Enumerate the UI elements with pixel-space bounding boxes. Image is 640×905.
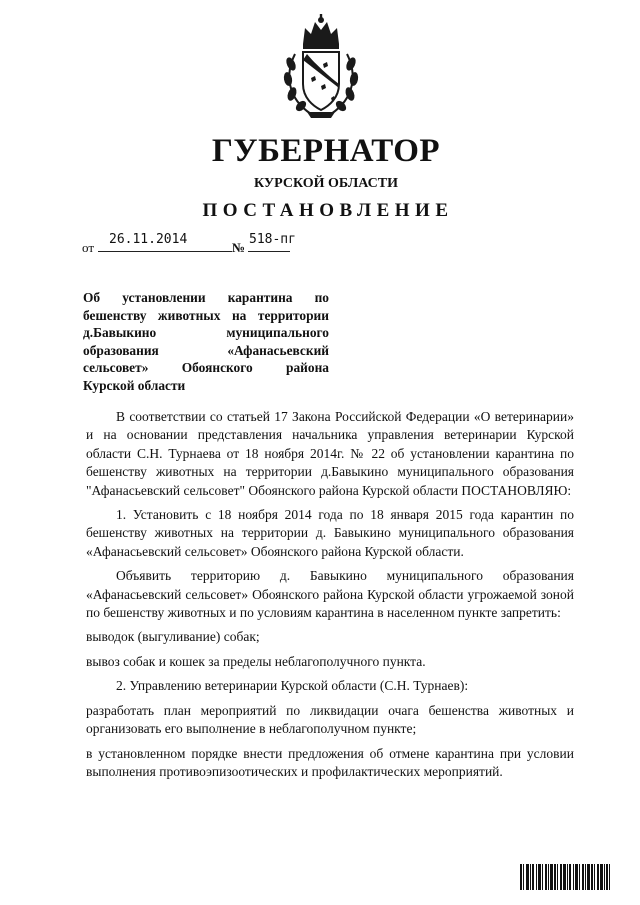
number-prefix: №: [232, 240, 246, 255]
item-1b-paragraph: Объявить территорию д. Бавыкино муниципального образования «Афанасьевский сельсовет» Обоянского района Курской области угрожаемой зоной по бешенству животных и по условиям карантина в населенном пункте запретить:: [86, 568, 574, 621]
item-2b-paragraph: в установленном порядке внести предложения об отмене карантина при условии выполнения противоэпизоотических и профилактических мероприятий.: [86, 745, 574, 779]
date-underline: [98, 251, 232, 252]
barcode-icon: [519, 863, 611, 891]
document-subject: [83, 289, 329, 395]
document-date: 26.11.2014: [109, 232, 188, 247]
document-number: 518-пг: [249, 232, 296, 247]
ban-item-1: выводок (выгуливание) собак;: [86, 629, 260, 645]
document-type-title: ПОСТАНОВЛЕНИЕ: [202, 200, 454, 221]
ban-item-2: вывоз собак и кошек за пределы неблагополучного пункта.: [86, 653, 426, 669]
item-1-paragraph: 1. Установить с 18 ноября 2014 года по 18 января 2015 года карантин по бешенству животных на территории д. Бавыкино муниципального образования «Афанасьевский сельсовет» Обоянского района Курской области.: [86, 507, 574, 559]
subject-line: бешенству животных на территории: [83, 307, 329, 323]
subject-line: образования «Афанасьевский: [83, 342, 329, 358]
number-underline: [248, 251, 290, 252]
item-2-paragraph: 2. Управлению ветеринарии Курской области (С.Н. Турнаев):: [116, 678, 469, 694]
region-title: КУРСКОЙ ОБЛАСТИ: [253, 176, 399, 191]
governor-title: ГУБЕРНАТОР: [211, 133, 441, 169]
subject-line: сельсовет» Обоянского района: [83, 360, 329, 376]
subject-line: Об установлении карантина по: [83, 290, 329, 305]
document-body: [86, 408, 574, 781]
subject-line: Курской области: [83, 377, 186, 393]
date-number-line: [82, 232, 342, 256]
preamble-paragraph: В соответствии со статьей 17 Закона Российской Федерации «О ветеринарии» и на основании представления начальника управления ветеринарии Курской области С.Н. Турнаева от 18 ноября 2014г. № 22 об установлении карантина по бешенству животных на территории д.Бавыкино муниципального образования "Афанасьевский сельсовет" Обоянского района Курской области ПОСТАНОВЛЯЮ:: [86, 409, 574, 498]
date-prefix: от: [82, 240, 95, 255]
coat-of-arms-icon: [281, 14, 361, 124]
subject-line: д.Бавыкино муниципального: [83, 325, 329, 341]
item-2a-paragraph: разработать план мероприятий по ликвидации очага бешенства животных и организовать его выполнение в неблагополучном пункте;: [86, 702, 574, 737]
